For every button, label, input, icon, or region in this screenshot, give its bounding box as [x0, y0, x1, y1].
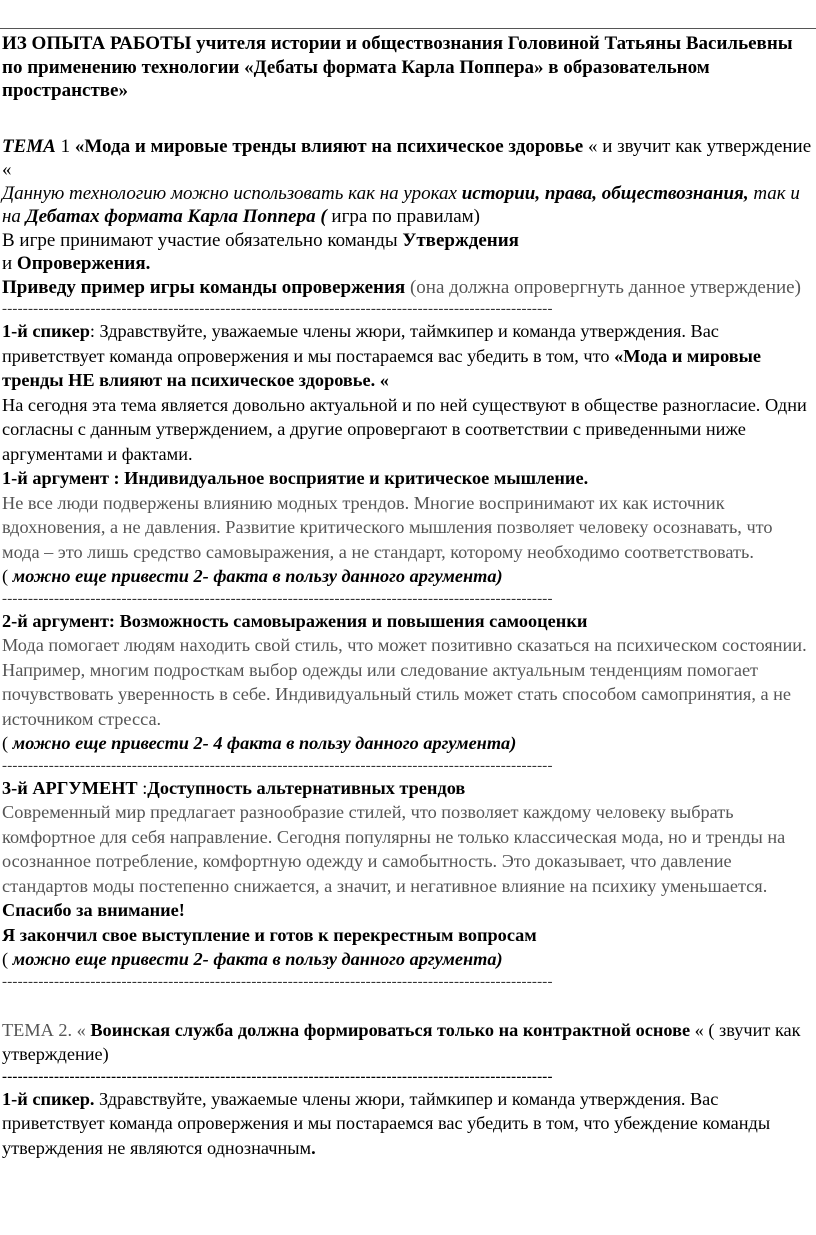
speaker-1-para: На сегодня эта тема является довольно актуальной и по ней существуют в обществе разногласие. Одни согласны с данным утверждением, а другие опровергают в соответствии с приведенными ниже аргументами и фактами. — [2, 394, 807, 464]
speaker-1-label: 1-й спикер — [2, 321, 90, 341]
argument-3-title: 3-й АРГУМЕНТ :Доступность альтернативных трендов — [2, 777, 466, 798]
argument-2-title: 2-й аргумент: Возможность самовыражения и повышения самооценки — [2, 610, 588, 631]
separator-line: ---------------------------------------------------------------------------------------------------------- — [2, 590, 553, 607]
teams-line-2: и Опровержения. — [2, 253, 151, 274]
document-page — [2, 32, 814, 1160]
argument-1-title: 1-й аргумент : Индивидуальное восприятие и критическое мышление. — [2, 468, 589, 488]
topic-2-line: ТЕМА 2. « Воинская служба должна формироваться только на контрактной основе « ( звучит как утверждение) — [2, 1019, 801, 1064]
topic-2-label: ТЕМА 2. « — [2, 1019, 91, 1040]
topic-label: ТЕМА — [2, 135, 56, 157]
separator-line: ---------------------------------------------------------------------------------------------------------- — [2, 757, 553, 774]
argument-1-text: Не все люди подвержены влиянию модных трендов. Многие воспринимают их как источник вдохновения, а не давления. Развитие критического мышления позволяет человеку осознавать, что мода – это лишь средство самовыражения, а не стандарт, которому необходимо соответствовать. — [2, 492, 773, 562]
argument-1-note: ( можно еще привести 2- факта в пользу данного аргумента) — [2, 566, 503, 586]
technology-usage: Данную технологию можно использовать как на уроках истории, права, обществознания, так и на Дебатах формата Карла Поппера ( игра по правилам) — [2, 182, 800, 227]
separator-line: ---------------------------------------------------------------------------------------------------------- — [2, 301, 553, 317]
topic-1-line: ТЕМА 1 «Мода и мировые тренды влияют на психическое здоровье « и звучит как утверждение « — [2, 135, 812, 180]
argument-3-text: Современный мир предлагает разнообразие стилей, что позволяет каждому человеку выбрать комфортное для себя направление. Сегодня популярны не только классическая мода, но и тренды на осознанное потребление, комфортную одежду и самобытность. Это доказывает, что давление стандартов моды постепенно снижается, а значит, и негативное влияние на психику уменьшается. — [2, 802, 786, 896]
speaker-2-speech: 1-й спикер. Здравствуйте, уважаемые члены жюри, таймкипер и команда утверждения. Вас приветствует команда опровержения и мы постараемся вас убедить в том, что убеждение команды утверждения не являются однозначным. — [2, 1088, 771, 1158]
teams-line: В игре принимают участие обязательно команды Утверждения — [2, 229, 519, 251]
argument-2-note: ( можно еще привести 2- 4 факта в пользу данного аргумента) — [2, 733, 517, 753]
document-heading: ИЗ ОПЫТА РАБОТЫ учителя истории и обществознания Головиной Татьяны Васильевны по применению технологии «Дебаты формата Карла Поппера» в образовательном пространстве» — [2, 33, 793, 101]
topic-1-title: «Мода и мировые тренды влияют на психическое здоровье — [74, 135, 584, 157]
top-rule — [0, 28, 816, 29]
separator-line-bold: ---------------------------------------------------------------------------------------------------------- — [2, 1068, 553, 1085]
separator-line: ---------------------------------------------------------------------------------------------------------- — [2, 973, 553, 990]
topic-2-title: Воинская служба должна формироваться только на контрактной основе — [90, 1019, 691, 1040]
argument-3-note: ( можно еще привести 2- факта в пользу данного аргумента) — [2, 949, 503, 969]
finish-line: Я закончил свое выступление и готов к перекрестным вопросам — [2, 924, 537, 945]
thanks-line: Спасибо за внимание! — [2, 900, 185, 920]
speaker-2-label: 1-й спикер. — [2, 1088, 95, 1109]
argument-2-text: Мода помогает людям находить свой стиль, что может позитивно сказаться на психическом состоянии. Например, многим подросткам выбор одежды или следование актуальным тенденциям помогает почувствовать уверенность в себе. Индивидуальный стиль может стать способом самопринятия, а не источником стресса. — [2, 635, 807, 729]
example-intro: Приведу пример игры команды опровержения (она должна опровергнуть данное утверждение) — [2, 276, 801, 298]
speaker-1-speech: 1-й спикер: Здравствуйте, уважаемые члены жюри, таймкипер и команда утверждения. Вас приветствует команда опровержения и мы постараемся вас убедить в том, что «Мода и мировые тренды НЕ влияют на психическое здоровье. « — [2, 321, 762, 390]
